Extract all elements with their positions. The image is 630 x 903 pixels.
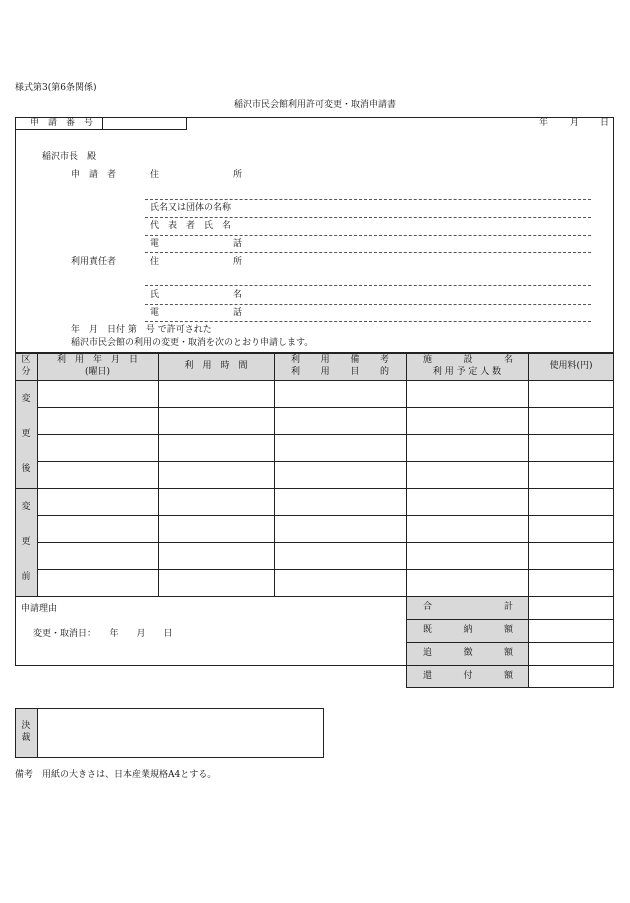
- form-number: 様式第3(第6条関係): [15, 83, 97, 93]
- before-label-3: 前: [21, 572, 31, 582]
- approval-label-1: 決: [21, 721, 31, 731]
- change-date-line: 変更・取消日： 年 月 日: [33, 629, 173, 639]
- header-kubun-1: 区: [21, 355, 31, 365]
- additional-label: 追 徴 額: [423, 648, 513, 658]
- responsible-phone-label: 電 話: [150, 308, 242, 318]
- responsible-label: 利用責任者: [71, 257, 117, 267]
- date-year: 年: [539, 118, 549, 128]
- approval-box: [15, 708, 324, 758]
- applicant-address-label: 住 所: [150, 170, 242, 180]
- addressee: 稲沢市長 殿: [42, 152, 97, 162]
- permit-line: 年 月 日付 第 号 で許可された: [71, 325, 212, 335]
- date-month: 月: [570, 118, 580, 128]
- responsible-name-label: 氏 名: [150, 290, 242, 300]
- header-weekday: (曜日): [84, 367, 111, 377]
- responsible-name-line[interactable]: [145, 304, 591, 305]
- applicant-representative-label: 代 表 者 氏 名: [150, 221, 232, 231]
- refund-label: 還 付 額: [423, 671, 513, 681]
- applicant-name-label: 氏名又は団体の名称: [150, 203, 232, 213]
- applicant-phone-line[interactable]: [145, 252, 591, 253]
- approval-label-2: 裁: [21, 733, 31, 743]
- before-label-2: 更: [21, 537, 31, 547]
- responsible-phone-line[interactable]: [145, 321, 591, 322]
- date-day: 日: [600, 118, 610, 128]
- applicant-representative-line[interactable]: [145, 235, 591, 236]
- after-label-2: 更: [21, 429, 31, 439]
- form-title: 稲沢市民会館利用許可変更・取消申請書: [233, 100, 396, 110]
- before-label-1: 変: [21, 502, 31, 512]
- header-purpose: 利 用 目 的: [291, 367, 389, 377]
- after-label-1: 変: [21, 394, 31, 404]
- header-biko: 利 用 備 考: [291, 355, 389, 365]
- note: 備考 用紙の大きさは、日本産業規格A4とする。: [15, 770, 217, 780]
- responsible-address-line[interactable]: [145, 285, 591, 286]
- responsible-address-label: 住 所: [150, 257, 242, 267]
- header-kubun-2: 分: [21, 367, 31, 377]
- usage-table: [15, 353, 614, 597]
- request-line: 稲沢市民会館の利用の変更・取消を次のとおり申請します。: [71, 338, 314, 348]
- reason-label: 申請理由: [21, 604, 58, 614]
- application-number-label: 申 請 番 号: [30, 118, 94, 128]
- applicant-name-line[interactable]: [145, 217, 591, 218]
- paid-label: 既 納 額: [423, 625, 513, 635]
- header-fee: 使用料(円): [549, 361, 593, 371]
- applicant-phone-label: 電 話: [150, 239, 242, 249]
- header-people: 利 用 予 定 人 数: [432, 367, 502, 377]
- after-label-3: 後: [21, 464, 31, 474]
- header-time: 利 用 時 間: [184, 361, 248, 371]
- applicant-address-line[interactable]: [145, 199, 591, 200]
- total-label: 合 計: [423, 602, 513, 612]
- header-facility: 施 設 名: [423, 355, 513, 365]
- applicant-label: 申 請 者: [71, 170, 117, 180]
- header-date: 利 用 年 月 日: [56, 355, 138, 365]
